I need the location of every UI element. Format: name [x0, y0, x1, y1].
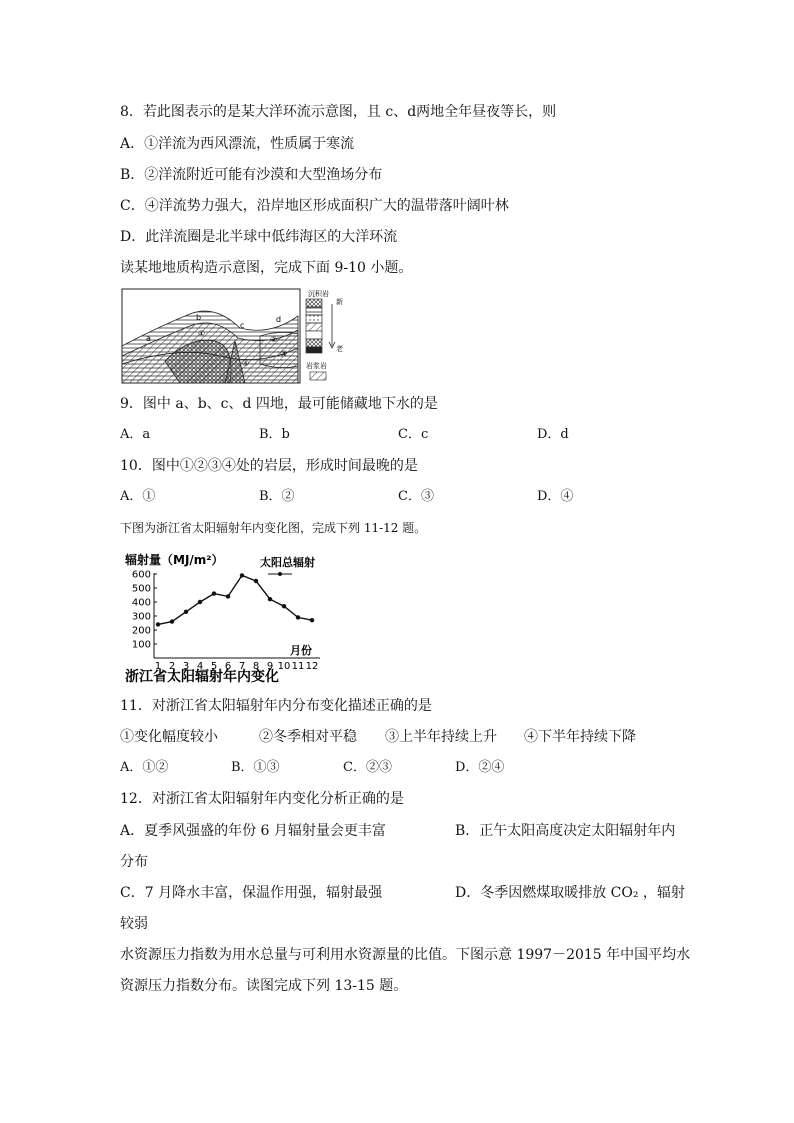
series-line: [158, 575, 312, 624]
data-point: [296, 615, 300, 619]
q11-option-c: C．②③: [343, 760, 392, 775]
data-point: [310, 618, 314, 622]
q9-option-b: B．b: [259, 427, 290, 442]
q11-statement-2: ②冬季相对平稳: [259, 729, 357, 745]
q8-option-d: D．此洋流圈是北半球中低纬海区的大洋环流: [120, 229, 398, 245]
x-tick-label: 7: [238, 661, 246, 672]
q10-option-d: D．④: [537, 489, 574, 504]
q9-option-c: C．c: [398, 427, 429, 442]
chart-legend: 太阳总辐射: [260, 556, 315, 569]
q12-option-b-cont: 分布: [120, 854, 148, 870]
y-tick-label: 300: [131, 611, 151, 623]
q10-stem: 10．图中①②③④处的岩层，形成时间最晚的是: [120, 458, 418, 474]
radiation-chart: [120, 548, 350, 688]
intro-13-15-line1: 水资源压力指数为用水总量与可利用水资源量的比值。下图示意 1997－2015 年中国平均水: [120, 947, 691, 963]
q10-option-b: B．②: [259, 489, 295, 504]
data-point: [170, 619, 174, 623]
q8-option-a: A．①洋流为西风漂流，性质属于寒流: [120, 136, 355, 152]
intro-13-15-line2: 资源压力指数分布。读图完成下列 13-15 题。: [120, 978, 408, 994]
q9-stem: 9．图中 a、b、c、d 四地，最可能储藏地下水的是: [120, 396, 438, 412]
q12-option-d: D．冬季因燃煤取暖排放 CO₂ ，辐射: [455, 885, 685, 901]
q11-option-a: A．①②: [120, 760, 169, 775]
y-tick-label: 400: [131, 597, 151, 609]
q11-stem: 11．对浙江省太阳辐射年内分布变化描述正确的是: [120, 698, 432, 714]
x-tick-label: 9: [266, 661, 274, 672]
y-tick-label: 200: [131, 625, 151, 637]
q12-option-b: B．正午太阳高度决定太阳辐射年内: [455, 823, 676, 839]
q11-option-d: D．②④: [455, 760, 505, 775]
label-c: c: [240, 321, 245, 330]
data-point: [212, 591, 216, 595]
data-point: [268, 597, 272, 601]
y-tick-label: 600: [131, 569, 151, 581]
q11-statement-4: ④下半年持续下降: [524, 729, 636, 745]
q10-option-c: C．③: [398, 489, 434, 504]
q12-option-a: A．夏季风强盛的年份 6 月辐射量会更丰富: [120, 823, 386, 839]
q9-option-a: A．a: [120, 427, 151, 442]
q9-option-d: D．d: [537, 427, 569, 442]
q11-statement-1: ①变化幅度较小: [120, 729, 218, 745]
legend-old: 老: [336, 345, 343, 353]
geology-diagram: [120, 286, 370, 386]
intro-9-10: 读某地地质构造示意图，完成下面 9-10 小题。: [120, 260, 413, 276]
q12-option-d-cont: 较弱: [120, 916, 148, 932]
data-point: [282, 604, 286, 608]
q12-option-c: C．7 月降水丰富，保温作用强，辐射最强: [120, 885, 383, 901]
data-point: [254, 579, 258, 583]
x-tick-label: 5: [210, 661, 218, 672]
x-tick-label: 3: [182, 661, 190, 672]
intro-11-12: 下图为浙江省太阳辐射年内变化图，完成下列 11-12 题。: [120, 521, 427, 535]
chart-xlabel: 月份: [290, 644, 312, 657]
q10-option-a: A．①: [120, 489, 156, 504]
legend-magma: 岩浆岩: [306, 362, 327, 370]
data-point: [198, 600, 202, 604]
x-tick-label: 11: [291, 661, 305, 672]
data-point: [156, 622, 160, 626]
legend-title: 沉积岩: [308, 290, 329, 298]
x-tick-label: 8: [252, 661, 260, 672]
x-tick-label: 2: [168, 661, 176, 672]
data-point: [226, 594, 230, 598]
data-point: [240, 573, 244, 577]
x-tick-label: 1: [154, 661, 162, 672]
label-layer-2: ②: [270, 335, 278, 344]
label-layer-3: ③: [280, 349, 288, 358]
label-layer-1: ①: [198, 329, 206, 338]
label-layer-4: ④: [242, 359, 250, 368]
chart-title: 浙江省太阳辐射年内变化: [125, 669, 279, 685]
label-d: d: [276, 315, 282, 324]
q11-statement-3: ③上半年持续上升: [385, 729, 497, 745]
y-tick-label: 100: [131, 639, 151, 651]
q8-option-b: B．②洋流附近可能有沙漠和大型渔场分布: [120, 167, 383, 183]
data-point: [184, 610, 188, 614]
x-tick-label: 10: [277, 661, 291, 672]
x-tick-label: 6: [224, 661, 232, 672]
y-tick-label: 500: [131, 583, 151, 595]
chart-ylabel: 辐射量（MJ/m²）: [125, 553, 224, 567]
label-a: a: [146, 334, 151, 343]
q8-stem: 8．若此图表示的是某大洋环流示意图，且 c、d两地全年昼夜等长，则: [120, 104, 557, 120]
q12-stem: 12．对浙江省太阳辐射年内变化分析正确的是: [120, 791, 404, 807]
x-tick-label: 4: [196, 661, 204, 672]
label-b: b: [196, 313, 202, 322]
q8-option-c: C．④洋流势力强大，沿岸地区形成面积广大的温带落叶阔叶林: [120, 198, 509, 214]
x-tick-label: 12: [305, 661, 319, 672]
legend-new: 新: [336, 298, 343, 306]
q11-option-b: B．①③: [231, 760, 280, 775]
